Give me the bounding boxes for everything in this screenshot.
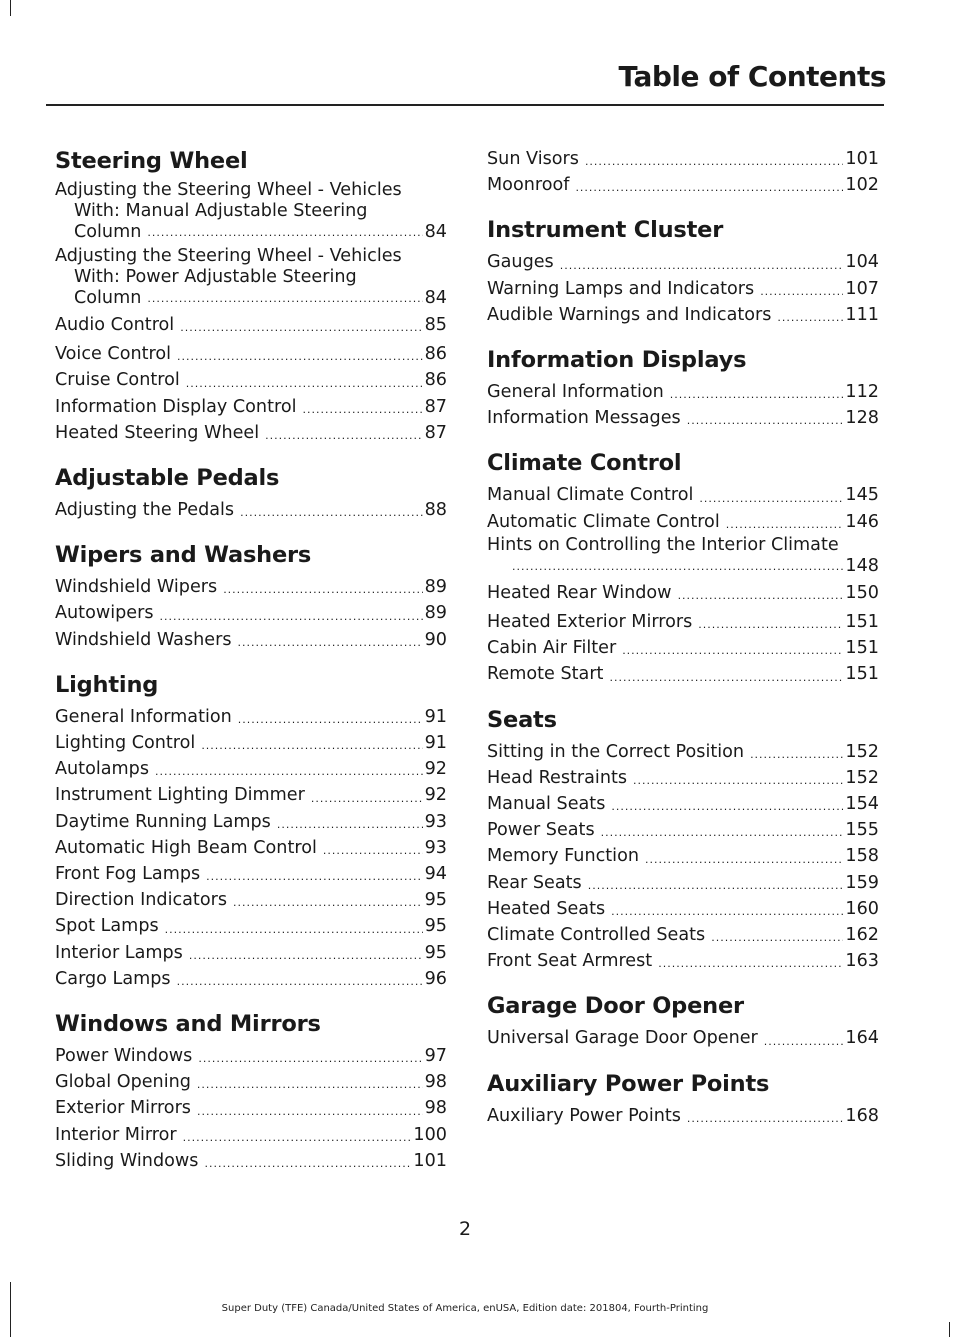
toc-entry-label: Spot Lamps — [55, 916, 159, 937]
toc-entry-page: 162 — [845, 925, 879, 946]
toc-entry-label: Remote Start — [487, 664, 604, 685]
toc-entry-label: With: Manual Adjustable Steering — [74, 201, 368, 221]
toc-entry[interactable] — [55, 574, 447, 600]
leader-dots — [302, 400, 422, 420]
toc-entry-label: Gauges — [487, 252, 554, 273]
footer-edition-text: Super Duty (TFE) Canada/United States of America, enUSA, Edition date: 201804, Fourth-Printing — [221, 1303, 709, 1314]
toc-entry[interactable] — [487, 817, 879, 843]
toc-entry[interactable] — [55, 394, 447, 420]
leader-dots — [575, 178, 843, 198]
toc-left-column — [55, 146, 447, 1191]
toc-entry-label: Column — [74, 288, 142, 308]
toc-entry[interactable] — [487, 843, 879, 869]
toc-entry-label: Sitting in the Correct Position — [487, 741, 745, 762]
toc-entry-page: 128 — [845, 408, 879, 429]
toc-entry-label: Universal Garage Door Opener — [487, 1028, 758, 1049]
toc-entry[interactable] — [487, 635, 879, 661]
toc-entry-page: 96 — [424, 968, 447, 989]
toc-entry[interactable] — [487, 302, 879, 328]
toc-entry[interactable] — [487, 146, 879, 172]
toc-entry-page: 152 — [845, 767, 879, 788]
toc-entry[interactable] — [487, 249, 879, 275]
toc-entry[interactable] — [55, 497, 447, 523]
toc-section — [487, 1069, 879, 1129]
leader-dots — [678, 586, 844, 606]
leader-dots — [670, 385, 844, 405]
toc-entry[interactable] — [55, 940, 447, 966]
leader-dots — [198, 1049, 422, 1069]
toc-entry-label: Audible Warnings and Indicators — [487, 304, 772, 325]
toc-entry[interactable] — [55, 627, 447, 653]
toc-entry-label: Voice Control — [55, 344, 172, 365]
toc-entry[interactable] — [55, 913, 447, 939]
toc-entry-page: 91 — [424, 733, 447, 754]
toc-entry-page: 155 — [845, 820, 879, 841]
crop-mark-bottom-right — [949, 1322, 950, 1337]
section-heading: Steering Wheel — [55, 148, 248, 174]
toc-entry-label: Front Seat Armrest — [487, 951, 653, 972]
toc-entry-page: 101 — [845, 149, 879, 169]
leader-dots — [233, 893, 423, 913]
leader-dots — [155, 762, 423, 782]
leader-dots — [204, 1154, 411, 1174]
toc-entry-page: 84 — [424, 222, 447, 242]
toc-entry[interactable] — [487, 509, 879, 535]
toc-section — [55, 670, 447, 992]
leader-dots — [265, 426, 422, 446]
leader-dots — [760, 282, 843, 302]
toc-entry-label: Lighting Control — [55, 733, 196, 754]
toc-section — [55, 146, 447, 446]
leader-dots — [201, 736, 422, 756]
toc-entry[interactable] — [55, 246, 447, 309]
toc-entry[interactable] — [487, 379, 879, 405]
toc-entry-page: 89 — [424, 577, 447, 598]
toc-entry[interactable] — [55, 782, 447, 808]
toc-entry-label: Manual Climate Control — [487, 485, 694, 506]
toc-entry-label: Autolamps — [55, 759, 149, 780]
toc-entry[interactable] — [55, 341, 447, 367]
toc-entry[interactable] — [55, 1095, 447, 1121]
toc-entry-label: Instrument Lighting Dimmer — [55, 785, 305, 806]
toc-entry-label: Moonroof — [487, 175, 570, 196]
toc-entry-page: 85 — [424, 315, 447, 335]
toc-section — [487, 448, 879, 687]
toc-entry[interactable] — [55, 1069, 447, 1095]
toc-entry[interactable] — [55, 887, 447, 913]
leader-dots — [601, 823, 844, 843]
leader-dots — [687, 1109, 843, 1129]
toc-entry[interactable] — [55, 1122, 447, 1148]
toc-entry-label: Windshield Wipers — [55, 577, 218, 598]
leader-dots — [223, 580, 422, 600]
leader-dots — [189, 946, 423, 966]
leader-dots — [588, 876, 844, 896]
leader-dots — [711, 928, 843, 948]
toc-entry-page: 160 — [845, 898, 879, 919]
toc-entry-label: Manual Seats — [487, 794, 606, 815]
toc-entry-label: Heated Steering Wheel — [55, 422, 260, 443]
toc-entry[interactable] — [55, 1043, 447, 1069]
toc-entry-label: Cruise Control — [55, 370, 180, 391]
leader-dots — [687, 411, 844, 431]
toc-entry-page: 159 — [845, 872, 879, 893]
toc-entry-label: Front Fog Lamps — [55, 864, 201, 885]
toc-entry-page: 150 — [845, 582, 879, 603]
header-divider — [46, 104, 884, 106]
crop-mark-top-left — [10, 0, 11, 16]
toc-entry[interactable] — [55, 420, 447, 446]
leader-dots — [323, 841, 423, 861]
toc-entry-page: 86 — [424, 370, 447, 391]
leader-dots — [645, 850, 843, 870]
toc-entry[interactable] — [55, 730, 447, 756]
toc-entry-page: 97 — [424, 1046, 447, 1067]
toc-entry-continuation — [55, 201, 447, 222]
toc-entry-continuation — [55, 288, 447, 309]
leader-dots — [238, 633, 423, 653]
leader-dots — [277, 815, 423, 835]
toc-entry-page: 93 — [424, 811, 447, 832]
toc-entry-page: 101 — [413, 1150, 447, 1171]
section-heading: Information Displays — [487, 347, 747, 374]
toc-entry-label: Hints on Controlling the Interior Climate — [487, 534, 839, 555]
leader-dots — [165, 920, 423, 940]
toc-entry-label: Windshield Washers — [55, 629, 232, 650]
toc-entry-page: 152 — [845, 741, 879, 762]
toc-entry-label: Cargo Lamps — [55, 968, 171, 989]
toc-entry[interactable] — [55, 1148, 447, 1174]
toc-entry[interactable] — [487, 739, 879, 765]
toc-entry[interactable] — [55, 966, 447, 992]
toc-entry-page: 146 — [845, 511, 879, 532]
toc-entry-label: With: Power Adjustable Steering — [74, 267, 357, 287]
toc-section — [487, 146, 879, 198]
section-heading: Lighting — [55, 671, 159, 698]
toc-entry[interactable] — [55, 756, 447, 782]
toc-entry-label: Sliding Windows — [55, 1150, 199, 1171]
toc-entry-continuation — [55, 267, 447, 288]
leader-dots — [177, 347, 423, 367]
toc-entry-label: Warning Lamps and Indicators — [487, 278, 755, 299]
leader-dots — [560, 256, 844, 276]
toc-entry-label: Autowipers — [55, 603, 154, 624]
leader-dots — [240, 503, 423, 523]
leader-dots — [197, 1075, 423, 1095]
leader-dots — [180, 318, 422, 338]
toc-entry-label: Climate Controlled Seats — [487, 925, 706, 946]
leader-dots — [183, 1128, 412, 1148]
toc-entry-label: Adjusting the Pedals — [55, 500, 235, 521]
toc-entry[interactable] — [487, 276, 879, 302]
toc-entry[interactable] — [55, 809, 447, 835]
toc-entry[interactable] — [487, 791, 879, 817]
section-heading: Windows and Mirrors — [55, 1011, 321, 1038]
toc-entry-label: Direction Indicators — [55, 890, 227, 911]
toc-entry-page: 95 — [424, 890, 447, 911]
section-heading: Seats — [487, 706, 557, 733]
toc-entry[interactable] — [55, 367, 447, 393]
toc-entry[interactable] — [55, 835, 447, 861]
toc-entry-label: Interior Mirror — [55, 1124, 177, 1145]
toc-section — [55, 1009, 447, 1174]
leader-dots — [147, 223, 422, 243]
toc-entry-page: 93 — [424, 837, 447, 858]
toc-entry-page: 92 — [424, 785, 447, 806]
page-number: 2 — [458, 1218, 472, 1240]
leader-dots — [177, 972, 423, 992]
toc-entry-continuation — [487, 556, 879, 577]
leader-dots — [633, 771, 843, 791]
leader-dots — [186, 374, 423, 394]
toc-entry-label: Power Seats — [487, 820, 595, 841]
page-title: Table of Contents — [618, 60, 886, 93]
leader-dots — [206, 867, 422, 887]
toc-entry-page: 94 — [424, 864, 447, 885]
leader-dots — [147, 289, 422, 309]
toc-entry-label: Auxiliary Power Points — [487, 1105, 681, 1126]
section-heading: Auxiliary Power Points — [487, 1070, 770, 1097]
toc-entry-page: 88 — [424, 500, 447, 521]
toc-entry-page: 89 — [424, 603, 447, 624]
toc-entry-page: 95 — [424, 916, 447, 937]
section-heading: Wipers and Washers — [55, 542, 312, 569]
toc-entry-page: 151 — [845, 638, 879, 659]
toc-entry-label: Exterior Mirrors — [55, 1098, 191, 1119]
toc-entry-label: Heated Rear Window — [487, 582, 672, 603]
leader-dots — [699, 489, 843, 509]
toc-entry-page: 84 — [424, 288, 447, 308]
section-heading: Climate Control — [487, 450, 682, 477]
toc-entry-label: Audio Control — [55, 315, 175, 335]
toc-entry-page: 95 — [424, 942, 447, 963]
toc-entry-label: Interior Lamps — [55, 942, 183, 963]
toc-entry[interactable] — [487, 482, 879, 508]
leader-dots — [585, 152, 843, 172]
toc-entry-label: General Information — [55, 706, 232, 727]
toc-entry-page: 87 — [424, 422, 447, 443]
toc-entry-label: General Information — [487, 382, 664, 403]
toc-section — [55, 463, 447, 523]
toc-entry-label: Global Opening — [55, 1072, 191, 1093]
toc-entry-page: 168 — [845, 1105, 879, 1126]
toc-entry-page: 100 — [413, 1124, 447, 1145]
toc-entry-label: Automatic Climate Control — [487, 511, 720, 532]
toc-entry-label: Sun Visors — [487, 149, 579, 169]
toc-right-column — [487, 146, 879, 1146]
toc-entry[interactable] — [55, 180, 447, 243]
toc-entry-page: 145 — [845, 485, 879, 506]
toc-entry-page: 111 — [845, 304, 879, 325]
leader-dots — [609, 668, 843, 688]
leader-dots — [777, 308, 843, 328]
toc-entry-label: Memory Function — [487, 846, 639, 867]
toc-entry[interactable] — [487, 948, 879, 974]
toc-entry[interactable] — [55, 861, 447, 887]
toc-entry-page: 158 — [845, 846, 879, 867]
leader-dots — [311, 789, 423, 809]
toc-section — [487, 215, 879, 328]
toc-entry-page: 90 — [424, 629, 447, 650]
toc-entry-label: Heated Exterior Mirrors — [487, 612, 693, 633]
toc-entry-page: 148 — [845, 555, 879, 576]
toc-entry[interactable] — [487, 580, 879, 606]
toc-entry[interactable] — [487, 896, 879, 922]
leader-dots — [238, 710, 423, 730]
leader-dots — [726, 515, 844, 535]
toc-entry[interactable] — [487, 870, 879, 896]
leader-dots — [512, 557, 843, 577]
toc-section — [55, 540, 447, 653]
toc-entry-label: Adjusting the Steering Wheel - Vehicles — [55, 246, 402, 266]
leader-dots — [750, 745, 843, 765]
toc-entry[interactable] — [487, 1103, 879, 1129]
toc-section — [487, 705, 879, 975]
toc-entry-label: Heated Seats — [487, 898, 606, 919]
toc-entry[interactable] — [487, 922, 879, 948]
section-heading: Garage Door Opener — [487, 993, 744, 1020]
toc-entry[interactable] — [487, 765, 879, 791]
toc-entry[interactable] — [487, 535, 879, 577]
toc-entry-page: 86 — [424, 344, 447, 365]
leader-dots — [698, 615, 843, 635]
toc-entry[interactable] — [55, 704, 447, 730]
toc-entry-page: 104 — [845, 252, 879, 273]
toc-entry-continuation — [55, 222, 447, 243]
toc-entry-page: 112 — [845, 382, 879, 403]
toc-entry-page: 151 — [845, 612, 879, 633]
toc-entry-page: 92 — [424, 759, 447, 780]
leader-dots — [160, 607, 423, 627]
section-heading: Instrument Cluster — [487, 217, 724, 244]
toc-entry-page: 154 — [845, 794, 879, 815]
toc-section — [487, 991, 879, 1051]
leader-dots — [611, 797, 843, 817]
toc-entry[interactable] — [487, 609, 879, 635]
toc-entry-page: 87 — [424, 396, 447, 417]
toc-entry-page: 107 — [845, 278, 879, 299]
toc-entry-page: 102 — [845, 175, 879, 196]
toc-entry-page: 98 — [424, 1098, 447, 1119]
toc-entry-label: Daytime Running Lamps — [55, 811, 271, 832]
toc-entry-label: Information Messages — [487, 408, 681, 429]
leader-dots — [611, 902, 843, 922]
toc-entry-label: Rear Seats — [487, 872, 582, 893]
toc-entry[interactable] — [487, 1025, 879, 1051]
toc-entry[interactable] — [55, 600, 447, 626]
toc-entry-label: Automatic High Beam Control — [55, 837, 317, 858]
toc-entry-label: Power Windows — [55, 1046, 193, 1067]
toc-entry-page: 164 — [845, 1028, 879, 1049]
toc-entry-page: 91 — [424, 706, 447, 727]
leader-dots — [764, 1032, 844, 1052]
toc-entry-page: 151 — [845, 664, 879, 685]
toc-entry[interactable] — [487, 405, 879, 431]
toc-entry-label: Column — [74, 222, 142, 242]
toc-entry-label: Adjusting the Steering Wheel - Vehicles — [55, 180, 402, 200]
toc-entry-page: 163 — [845, 951, 879, 972]
leader-dots — [197, 1102, 423, 1122]
toc-entry[interactable] — [55, 312, 447, 338]
toc-entry-label: Information Display Control — [55, 396, 297, 417]
leader-dots — [622, 641, 843, 661]
section-heading: Adjustable Pedals — [55, 465, 280, 492]
toc-entry-page: 98 — [424, 1072, 447, 1093]
toc-entry[interactable] — [487, 661, 879, 687]
leader-dots — [658, 954, 843, 974]
toc-section — [487, 345, 879, 431]
toc-entry[interactable] — [487, 172, 879, 198]
toc-entry-label: Cabin Air Filter — [487, 638, 617, 659]
toc-entry-label: Head Restraints — [487, 767, 628, 788]
